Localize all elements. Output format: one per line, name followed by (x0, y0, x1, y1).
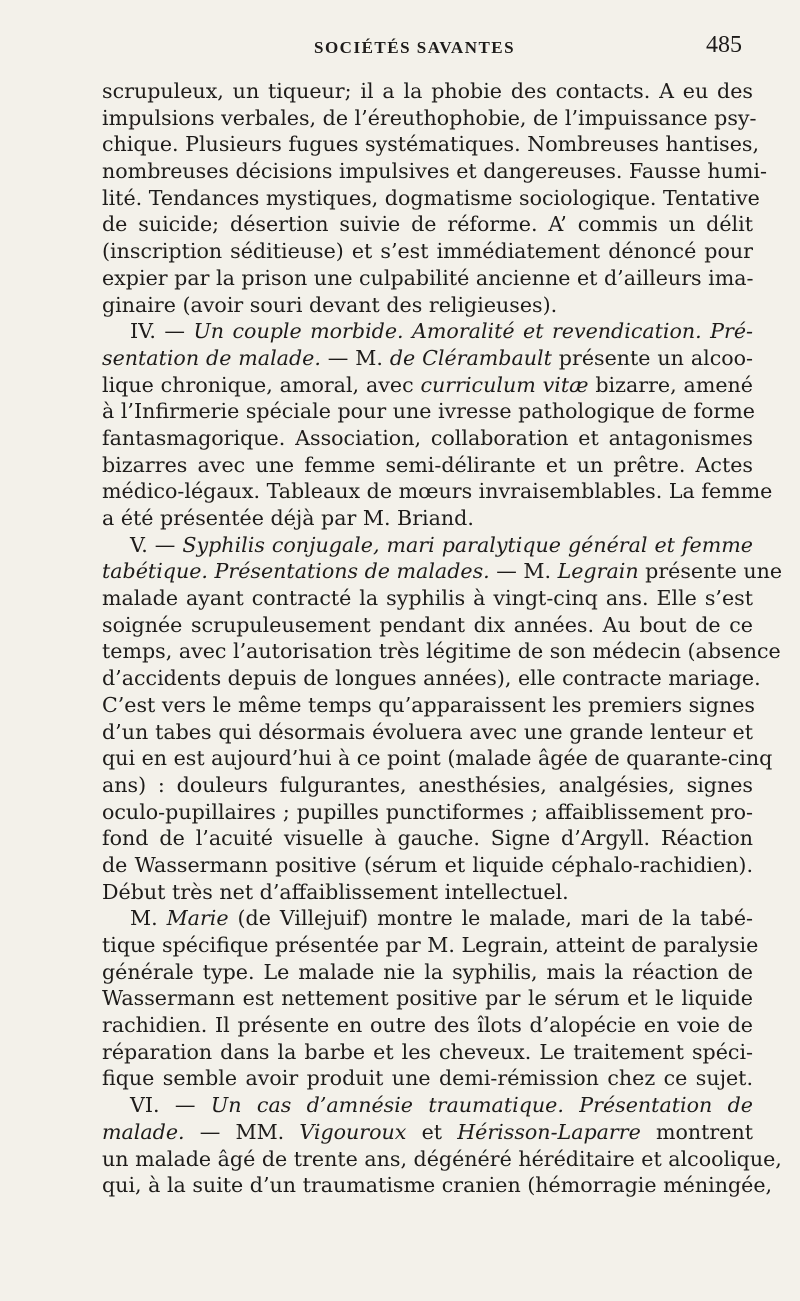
text-line: lité. Tendances mystiques, dogmatisme sociologique. Tentative (102, 185, 760, 210)
text-line: générale type. Le malade nie la syphilis, mais la réaction de (102, 959, 753, 984)
text-line: fantasmagorique. Association, collaboration et antagonismes (102, 425, 753, 450)
page-header (0, 30, 800, 70)
page-number: 485 (706, 32, 742, 58)
text-line: fique semble avoir produit une demi-rémission chez ce sujet. (102, 1066, 753, 1091)
text-line: un malade âgé de trente ans, dégénéré héréditaire et alcoolique, (102, 1146, 782, 1171)
body-text (102, 78, 783, 1199)
text-line: rachidien. Il présente en outre des îlots d’alopécie en voie de (102, 1013, 753, 1038)
text-line: C’est vers le même temps qu’apparaissent les premiers signes (102, 692, 755, 717)
text-line: réparation dans la barbe et les cheveux. Le traitement spéci- (102, 1039, 753, 1064)
text-line: scrupuleux, un tiqueur; il a la phobie des contacts. A eu des (102, 79, 753, 103)
section-heading-line: V. — Syphilis conjugale, mari paralytique général et femme (130, 532, 753, 557)
text-line: Wassermann est nettement positive par le sérum et le liquide (102, 986, 753, 1011)
text-line: tique spécifique présentée par M. Legrain, atteint de paralysie (102, 933, 759, 957)
text-line: d’accidents depuis de longues années), elle contracte mariage. (102, 666, 761, 691)
text-line: fond de l’acuité visuelle à gauche. Signe d’Argyll. Réaction (102, 826, 753, 851)
text-line: malade. — MM. Vigouroux et Hérisson-Laparre montrent (102, 1119, 753, 1144)
text-line: expier par la prison une culpabilité ancienne et d’ailleurs ima- (102, 265, 754, 290)
section-heading-line: IV. — Un couple morbide. Amoralité et revendication. Pré- (130, 319, 754, 344)
text-line: d’un tabes qui désormais évoluera avec une grande lenteur et (102, 719, 753, 744)
text-line: soignée scrupuleusement pendant dix années. Au bout de ce (102, 612, 753, 637)
section-heading-line: VI. — Un cas d’amnésie traumatique. Présentation de (130, 1093, 753, 1118)
text-line: Début très net d’affaiblissement intellectuel. (102, 879, 569, 904)
text-line: à l’Infirmerie spéciale pour une ivresse pathologique de forme (102, 399, 755, 424)
text-line: M. Marie (de Villejuif) montre le malade, mari de la tabé- (130, 906, 753, 931)
text-line: de Wassermann positive (sérum et liquide céphalo-rachidien). (102, 852, 753, 877)
text-line: nombreuses décisions impulsives et dangereuses. Fausse humi- (102, 159, 767, 184)
text-line: de suicide; désertion suivie de réforme. A’ commis un délit (102, 212, 753, 237)
text-line: (inscription séditieuse) et s’est immédiatement dénoncé pour (102, 239, 753, 264)
text-line: qui, à la suite d’un traumatisme cranien (hémorragie méningée, (102, 1173, 773, 1198)
text-line: médico-légaux. Tableaux de mœurs invraisemblables. La femme (102, 479, 773, 504)
text-line: a été présentée déjà par M. Briand. (102, 506, 474, 530)
text-line: ans) : douleurs fulgurantes, anesthésies, analgésies, signes (102, 772, 753, 797)
text-line: malade ayant contracté la syphilis à vingt-cinq ans. Elle s’est (102, 586, 753, 611)
text-line: ginaire (avoir souri devant des religieuses). (102, 292, 558, 317)
text-line: oculo-pupillaires ; pupilles punctiformes ; affaiblissement pro- (102, 799, 753, 824)
text-line: tabétique. Présentations de malades. — M. Legrain présente une (102, 559, 783, 584)
text-line: impulsions verbales, de l’éreuthophobie, de l’impuissance psy- (102, 105, 757, 130)
text-line: qui en est aujourd’hui à ce point (malade âgée de quarante-cinq (102, 746, 773, 771)
text-line: temps, avec l’autorisation très légitime de son médecin (absence (102, 639, 781, 664)
running-title: SOCIÉTÉS SAVANTES (314, 38, 516, 57)
text-line: sentation de malade. — M. de Clérambault présente un alcoo- (102, 345, 753, 370)
text-line: bizarres avec une femme semi-délirante et un prêtre. Actes (102, 452, 753, 477)
text-line: lique chronique, amoral, avec curriculum vitæ bizarre, amené (102, 372, 753, 397)
text-line: chique. Plusieurs fugues systématiques. Nombreuses hantises, (102, 132, 760, 157)
